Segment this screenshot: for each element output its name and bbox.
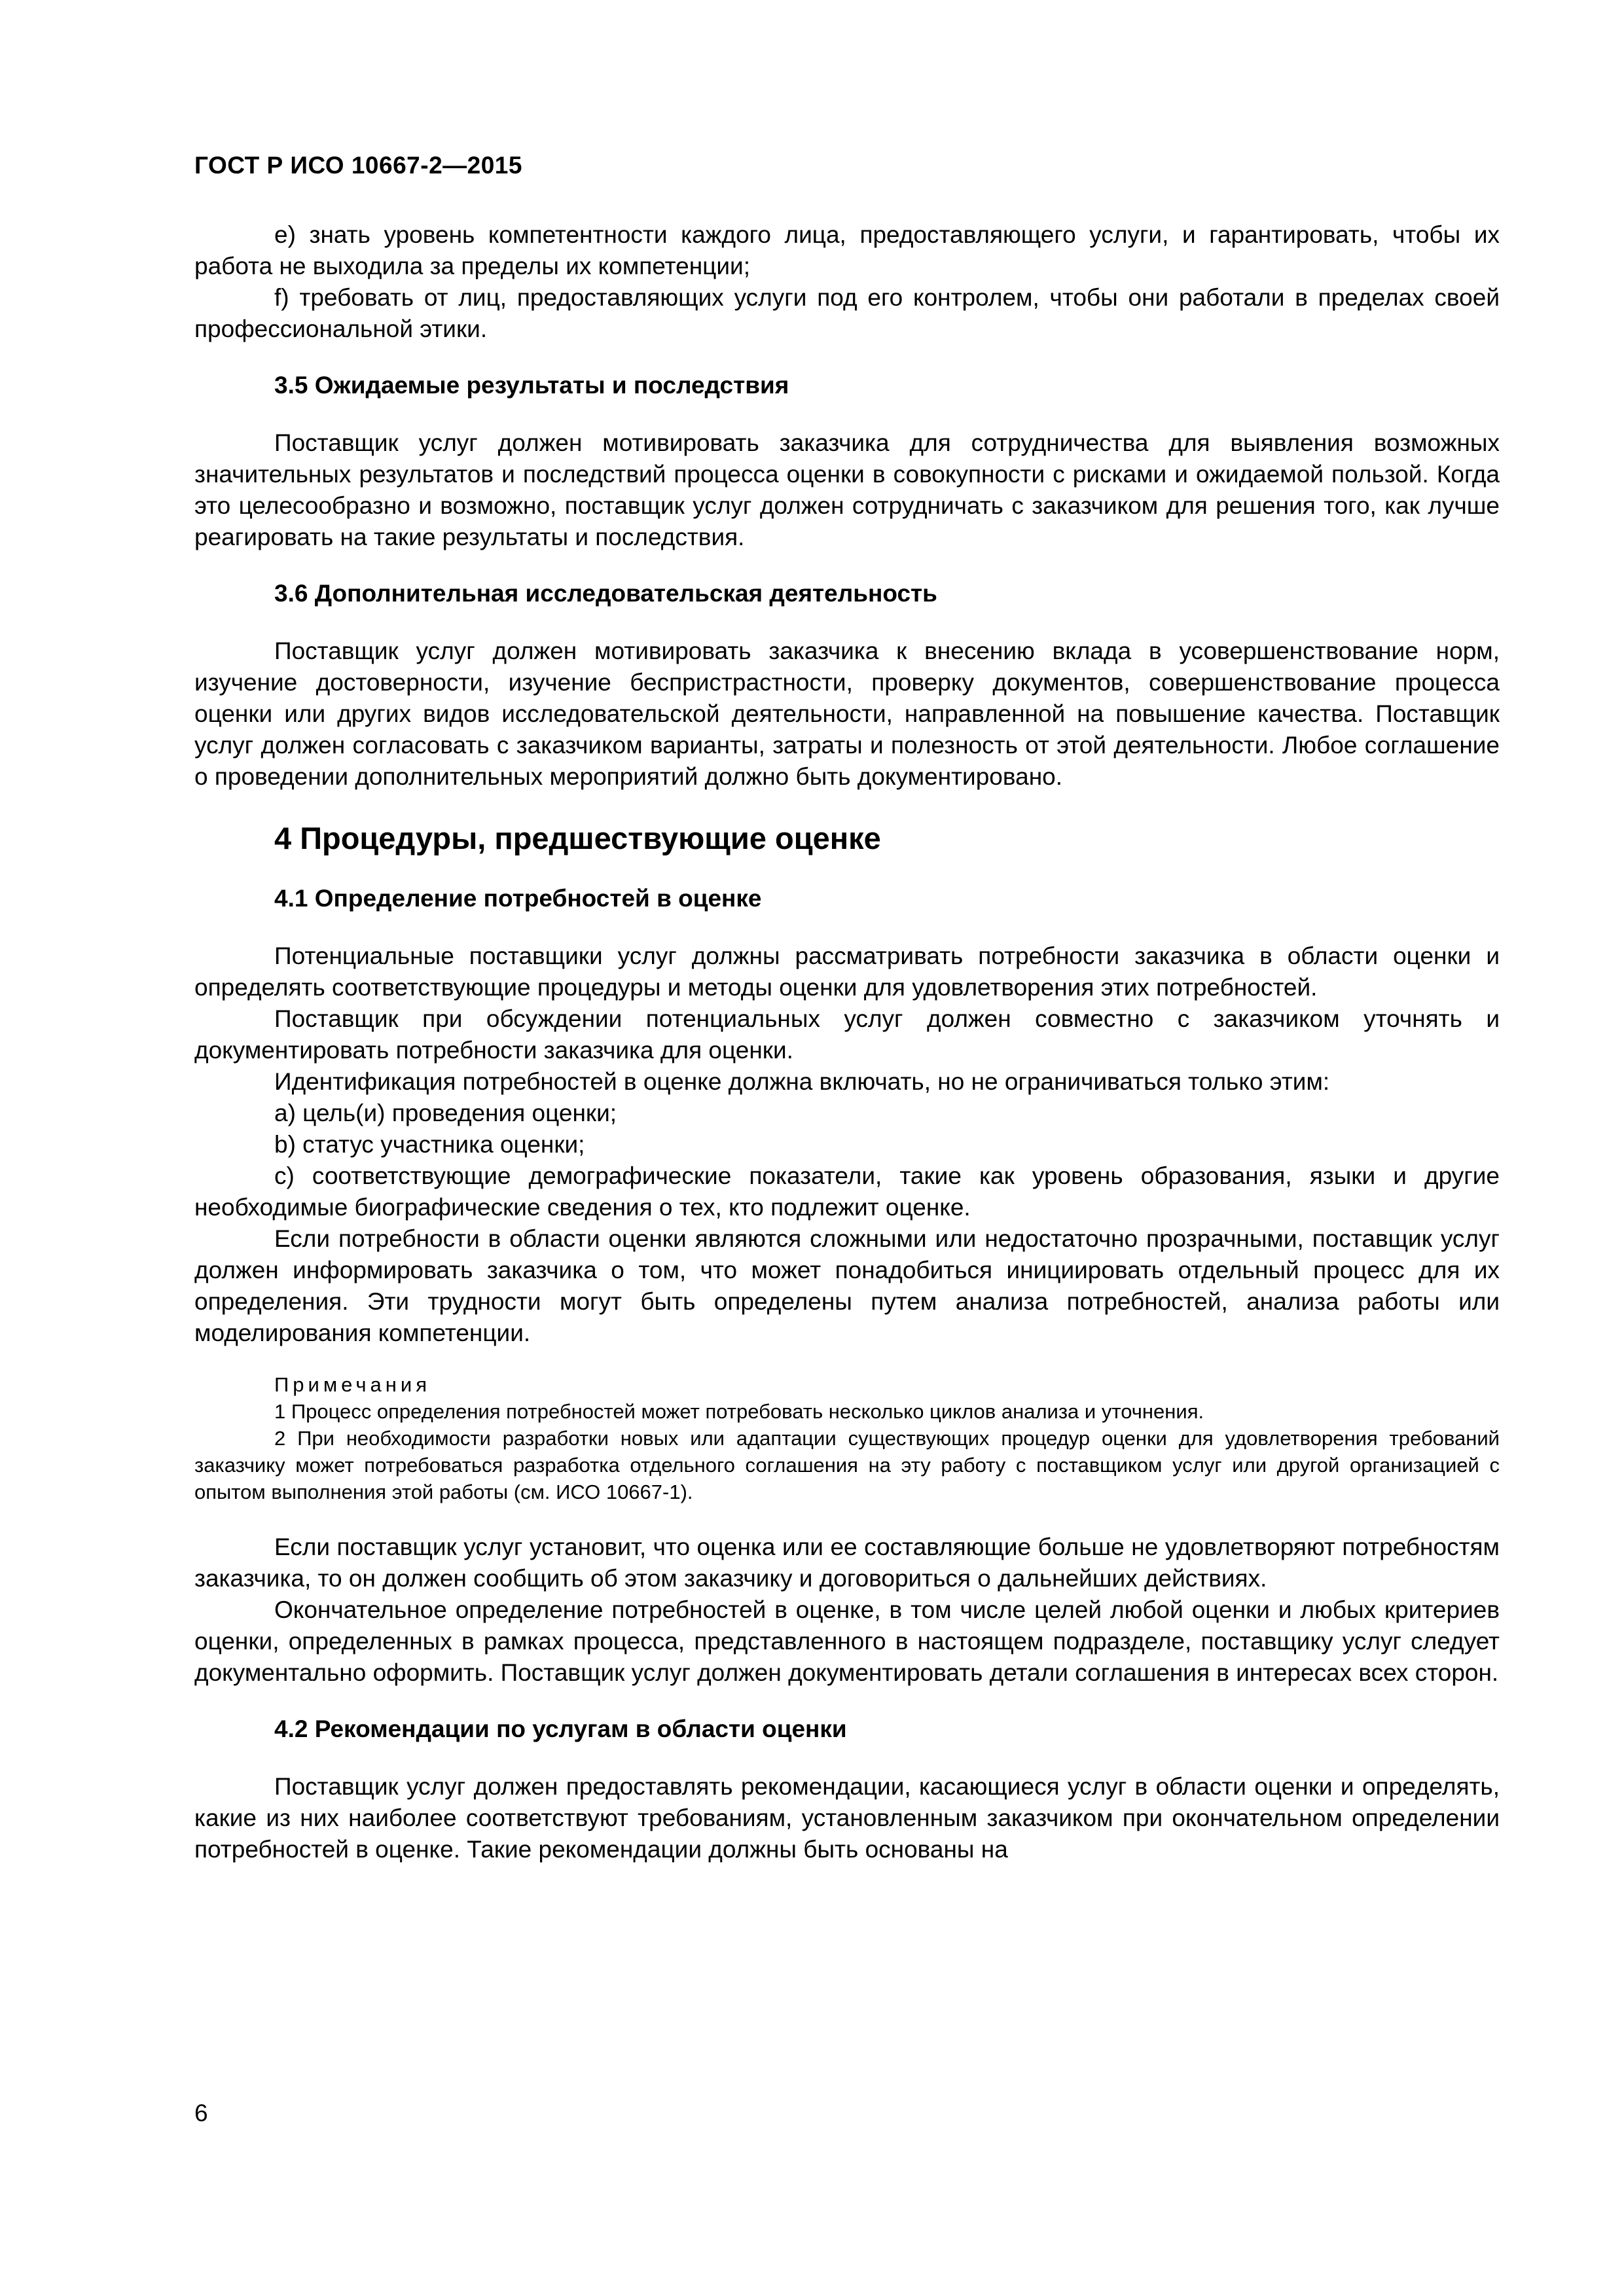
section-3-5-heading: 3.5 Ожидаемые результаты и последствия [274,372,789,399]
section-4-1-paragraph-3: Идентификация потребностей в оценке должна включать, но не ограничиваться только этим: [274,1068,1330,1095]
section-4-1-paragraph-2: Поставщик при обсуждении потенциальных услуг должен совместно с заказчиком уточнять и документировать потребности заказчика для оценки. [194,1005,1500,1064]
page-number: 6 [194,2100,208,2126]
section-4-1-paragraph-6: Окончательное определение потребностей в оценке, в том числе целей любой оценки и любых критериев оценки, определенных в рамках процесса, представленного в настоящем подразделе, поставщику услуг следует документально оформить. Поставщик услуг должен документировать детали соглашения в интересах всех сторон. [194,1596,1500,1686]
section-3-6-heading: 3.6 Дополнительная исследовательская деятельность [274,580,937,607]
section-3-6-paragraph: Поставщик услуг должен мотивировать заказчика к внесению вклада в усовершенствование норм, изучение достоверности, изучение беспристрастности, проверку документов, совершенствование процесса оценки или других видов исследовательской деятельности, направленной на повышение качества. Поставщик услуг должен согласовать с заказчиком варианты, затраты и полезность от этой деятельности. Любое соглашение о проведении дополнительных мероприятий должно быть документировано. [194,637,1500,790]
document-body [194,219,1500,1865]
note-2: 2 При необходимости разработки новых или адаптации существующих процедур оценки для удовлетворения требований заказчику может потребоваться разработка отдельного соглашения на эту работу с поставщиком услуг или другой организацией с опытом выполнения этой работы (см. ИСО 10667-1). [194,1427,1500,1503]
section-4-1-paragraph-5: Если поставщик услуг установит, что оценка или ее составляющие больше не удовлетворяют потребностям заказчика, то он должен сообщить об этом заказчику и договориться о дальнейших действиях. [194,1534,1500,1592]
section-4-heading: 4 Процедуры, предшествующие оценке [274,821,881,855]
list-item-a: a) цель(и) проведения оценки; [274,1100,617,1126]
list-item-c: c) соответствующие демографические показатели, такие как уровень образования, языки и другие необходимые биографические сведения о тех, кто подлежит оценке. [194,1162,1500,1221]
notes-title: Примечания [274,1373,431,1396]
section-4-2-paragraph: Поставщик услуг должен предоставлять рекомендации, касающиеся услуг в области оценки и определять, какие из них наиболее соответствуют требованиям, установленным заказчиком при окончательном определении потребностей в оценке. Такие рекомендации должны быть основаны на [194,1773,1500,1863]
document-code-header: ГОСТ Р ИСО 10667-2—2015 [194,152,522,179]
section-4-1-paragraph-1: Потенциальные поставщики услуг должны рассматривать потребности заказчика в области оценки и определять соответствующие процедуры и методы оценки для удовлетворения этих потребностей. [194,942,1500,1001]
list-item-e: e) знать уровень компетентности каждого лица, предоставляющего услуги, и гарантировать, чтобы их работа не выходила за пределы их компетенции; [194,221,1500,279]
note-1: 1 Процесс определения потребностей может потребовать несколько циклов анализа и уточнения. [274,1400,1204,1423]
section-3-5-paragraph: Поставщик услуг должен мотивировать заказчика для сотрудничества для выявления возможных значительных результатов и последствий процесса оценки в совокупности с рисками и ожидаемой пользой. Когда это целесообразно и возможно, поставщик услуг должен сотрудничать с заказчиком для решения того, как лучше реагировать на такие результаты и последствия. [194,429,1500,550]
section-4-2-heading: 4.2 Рекомендации по услугам в области оценки [274,1715,847,1742]
section-4-1-heading: 4.1 Определение потребностей в оценке [274,885,762,912]
list-item-b: b) статус участника оценки; [274,1131,585,1158]
list-item-f: f) требовать от лиц, предоставляющих услуги под его контролем, чтобы они работали в пределах своей профессиональной этики. [194,284,1500,342]
section-4-1-paragraph-4: Если потребности в области оценки являются сложными или недостаточно прозрачными, поставщик услуг должен информировать заказчика о том, что может понадобиться инициировать отдельный процесс для их определения. Эти трудности могут быть определены путем анализа потребностей, анализа работы или моделирования компетенции. [194,1225,1500,1346]
